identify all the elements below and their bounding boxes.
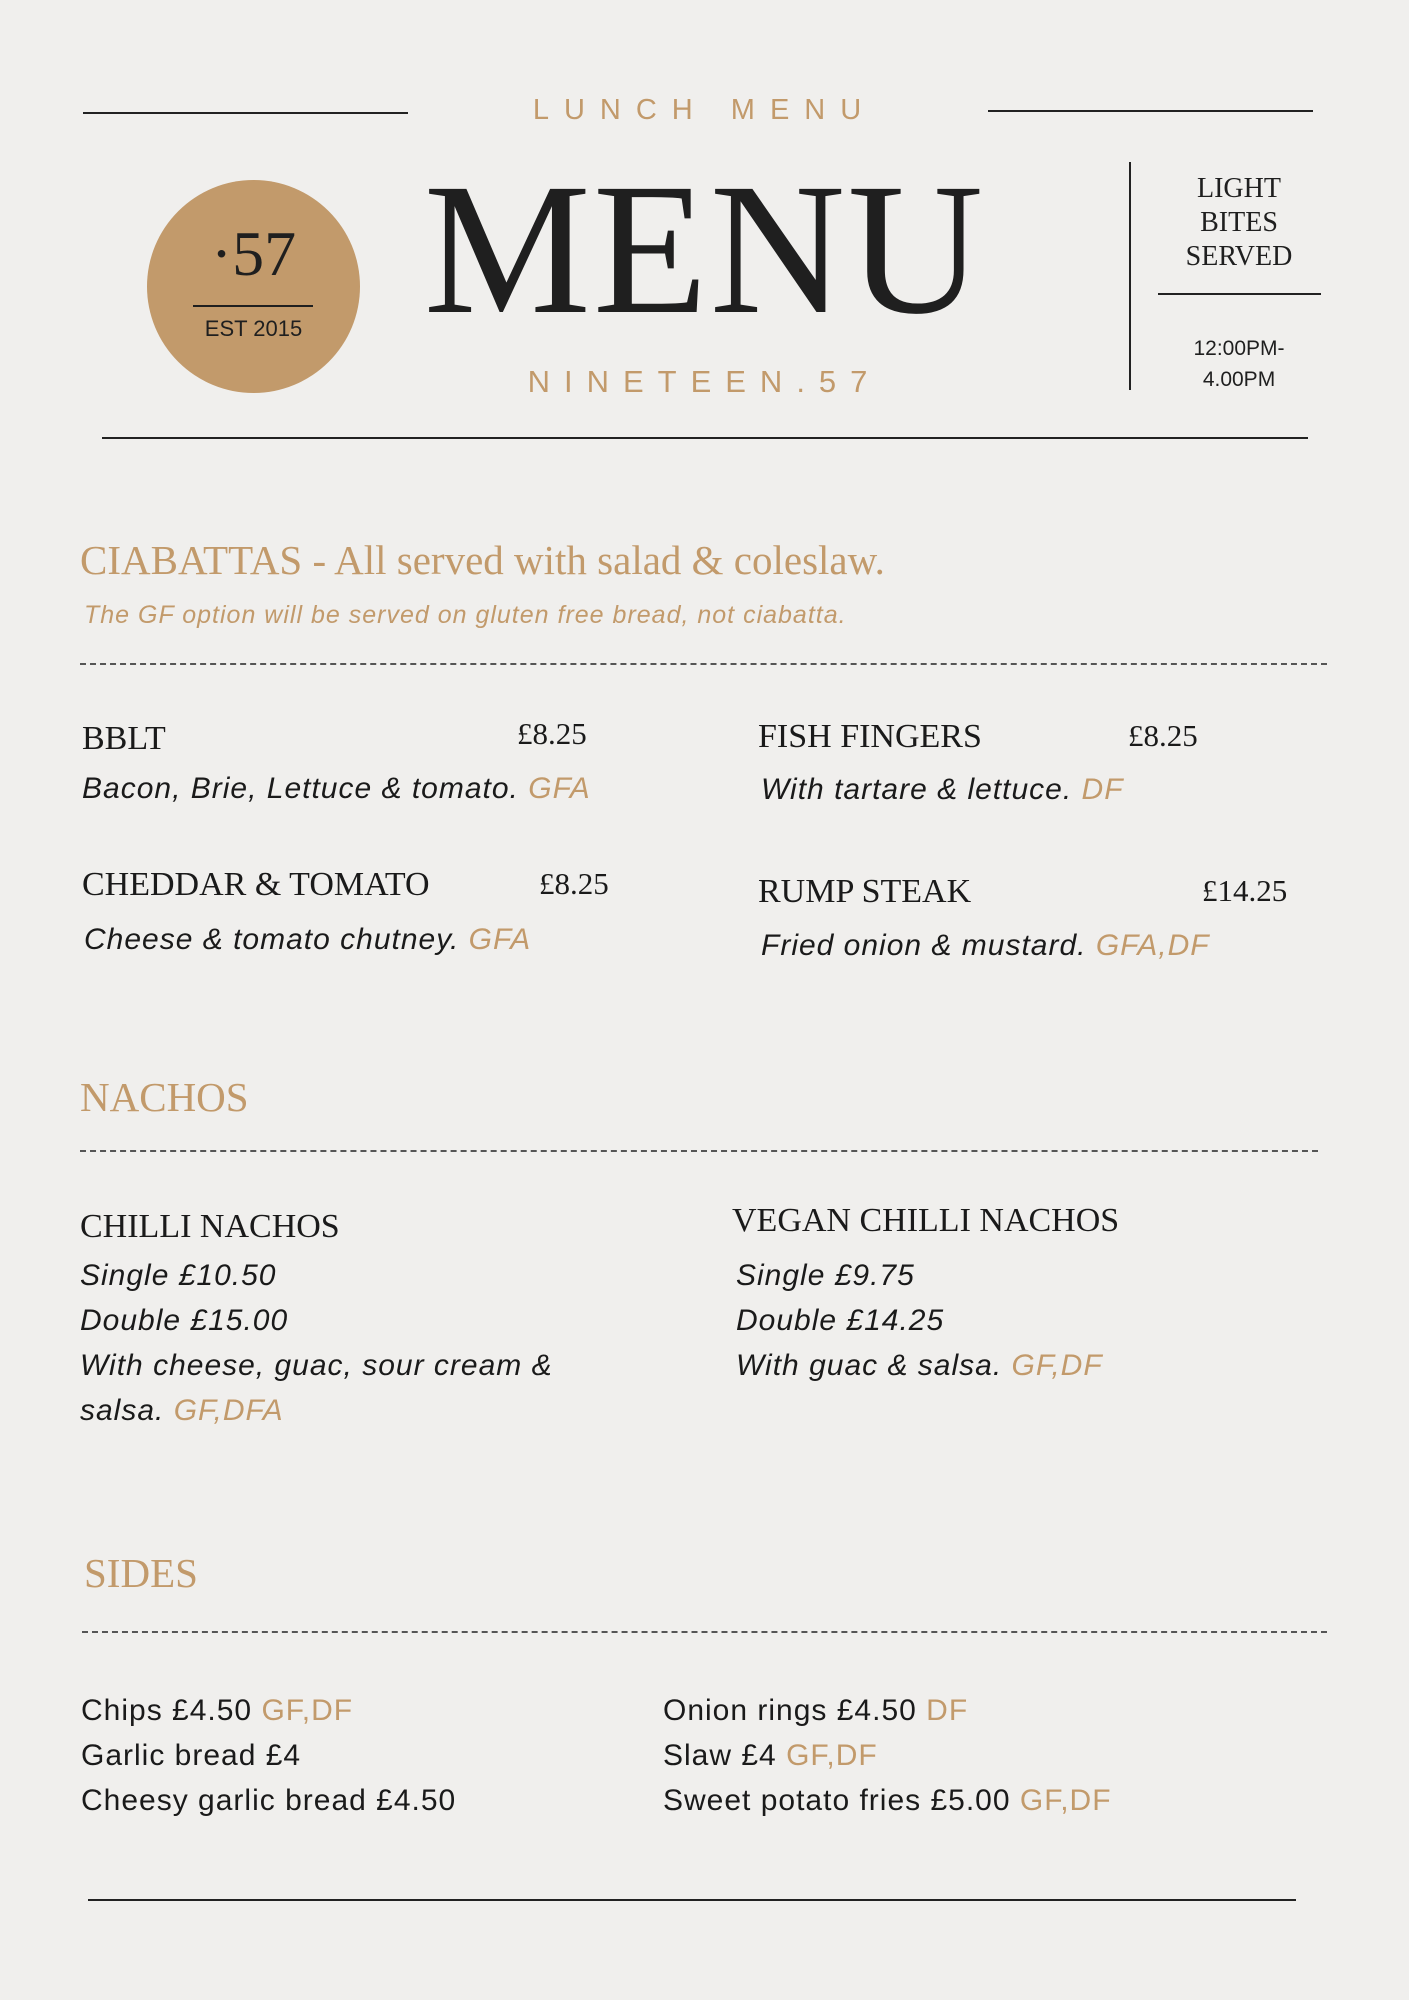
side-text: Onion rings £4.50 [663, 1694, 917, 1727]
menu-item-desc [761, 767, 1124, 812]
section-divider [82, 1631, 1327, 1633]
desc-text: salsa. [80, 1394, 165, 1427]
sides-list-left [81, 1688, 456, 1823]
dietary-tags: DF [1081, 773, 1124, 806]
menu-item-price: £8.25 [1128, 718, 1198, 753]
section-divider [80, 1150, 1318, 1152]
side-text: Chips £4.50 [81, 1694, 253, 1727]
side-item [663, 1733, 1112, 1778]
dietary-tags: GF,DF [1011, 1349, 1103, 1382]
light-bites-line: BITES [1200, 207, 1278, 238]
footer-rule [88, 1899, 1296, 1901]
menu-item-name: CHEDDAR & TOMATO [82, 866, 430, 903]
light-bites-line: LIGHT [1197, 173, 1281, 204]
restaurant-name: NINETEEN.57 [527, 364, 882, 399]
menu-item-desc [761, 923, 1210, 968]
dietary-tags: GF,DF [786, 1739, 878, 1772]
desc-text: Cheese & tomato chutney. [84, 923, 460, 956]
menu-item-name: CHILLI NACHOS [80, 1208, 340, 1245]
side-text: Cheesy garlic bread £4.50 [81, 1784, 457, 1817]
dietary-tags: GF,DF [1019, 1784, 1112, 1817]
dietary-tags: GFA,DF [1095, 929, 1210, 962]
side-item [81, 1688, 456, 1733]
portion-double: Double £15.00 [80, 1304, 289, 1337]
side-text: Sweet potato fries £5.00 [663, 1784, 1011, 1817]
header-bottom-rule [102, 437, 1308, 439]
light-bites-line: SERVED [1185, 241, 1293, 272]
desc-text: Fried onion & mustard. [761, 929, 1087, 962]
menu-item-name: FISH FINGERS [758, 718, 982, 755]
badge-est: EST 2015 [204, 316, 303, 341]
serving-hours-line: 12:00PM- [1193, 337, 1285, 360]
side-item [663, 1688, 1112, 1733]
desc-line [736, 1343, 1103, 1388]
light-bites-note [1158, 172, 1320, 274]
side-text: Garlic bread £4 [81, 1739, 302, 1772]
side-text: Slaw £4 [663, 1739, 777, 1772]
dietary-tags: DF [926, 1694, 969, 1727]
side-note-divider [1158, 293, 1321, 295]
menu-item-price: £8.25 [539, 866, 609, 901]
section-note-ciabattas: The GF option will be served on gluten free bread, not ciabatta. [84, 601, 847, 629]
section-divider [80, 663, 1327, 665]
desc-text: With guac & salsa. [736, 1349, 1003, 1382]
serving-hours-line: 4.00PM [1202, 368, 1276, 391]
menu-item-desc [84, 917, 531, 962]
portion-single: Single £9.75 [736, 1259, 915, 1292]
section-title-nachos: NACHOS [80, 1074, 249, 1120]
portion-double: Double £14.25 [736, 1304, 945, 1337]
badge-number: ·57 [210, 218, 297, 289]
serving-hours [1158, 333, 1320, 395]
desc-text: With cheese, guac, sour cream & [80, 1349, 553, 1382]
side-item [81, 1733, 456, 1778]
menu-item-desc [736, 1253, 1103, 1388]
menu-item-price: £8.25 [517, 716, 587, 751]
desc-text: Bacon, Brie, Lettuce & tomato. [82, 772, 519, 805]
side-item [81, 1778, 456, 1823]
sides-list-right [663, 1688, 1112, 1823]
dietary-tags: GFA [468, 923, 532, 956]
menu-item-name: RUMP STEAK [758, 873, 972, 910]
dietary-tags: GF,DF [261, 1694, 354, 1727]
page-title: MENU [423, 144, 986, 353]
section-title-sides: SIDES [84, 1550, 198, 1596]
menu-item-name: BBLT [82, 720, 166, 757]
header-vertical-divider [1129, 162, 1131, 390]
lunch-menu-label: LUNCH MENU [532, 94, 877, 126]
menu-item-desc [80, 1253, 553, 1433]
desc-line [80, 1388, 553, 1433]
menu-item-desc [82, 766, 591, 811]
desc-text: With tartare & lettuce. [761, 773, 1073, 806]
section-title-ciabattas: CIABATTAS - All served with salad & coleslaw. [80, 537, 885, 583]
menu-item-price: £14.25 [1202, 873, 1288, 908]
portion-single: Single £10.50 [80, 1259, 277, 1292]
dietary-tags: GF,DFA [173, 1394, 284, 1427]
side-item [663, 1778, 1112, 1823]
dietary-tags: GFA [528, 772, 591, 805]
menu-item-name: VEGAN CHILLI NACHOS [732, 1202, 1120, 1239]
